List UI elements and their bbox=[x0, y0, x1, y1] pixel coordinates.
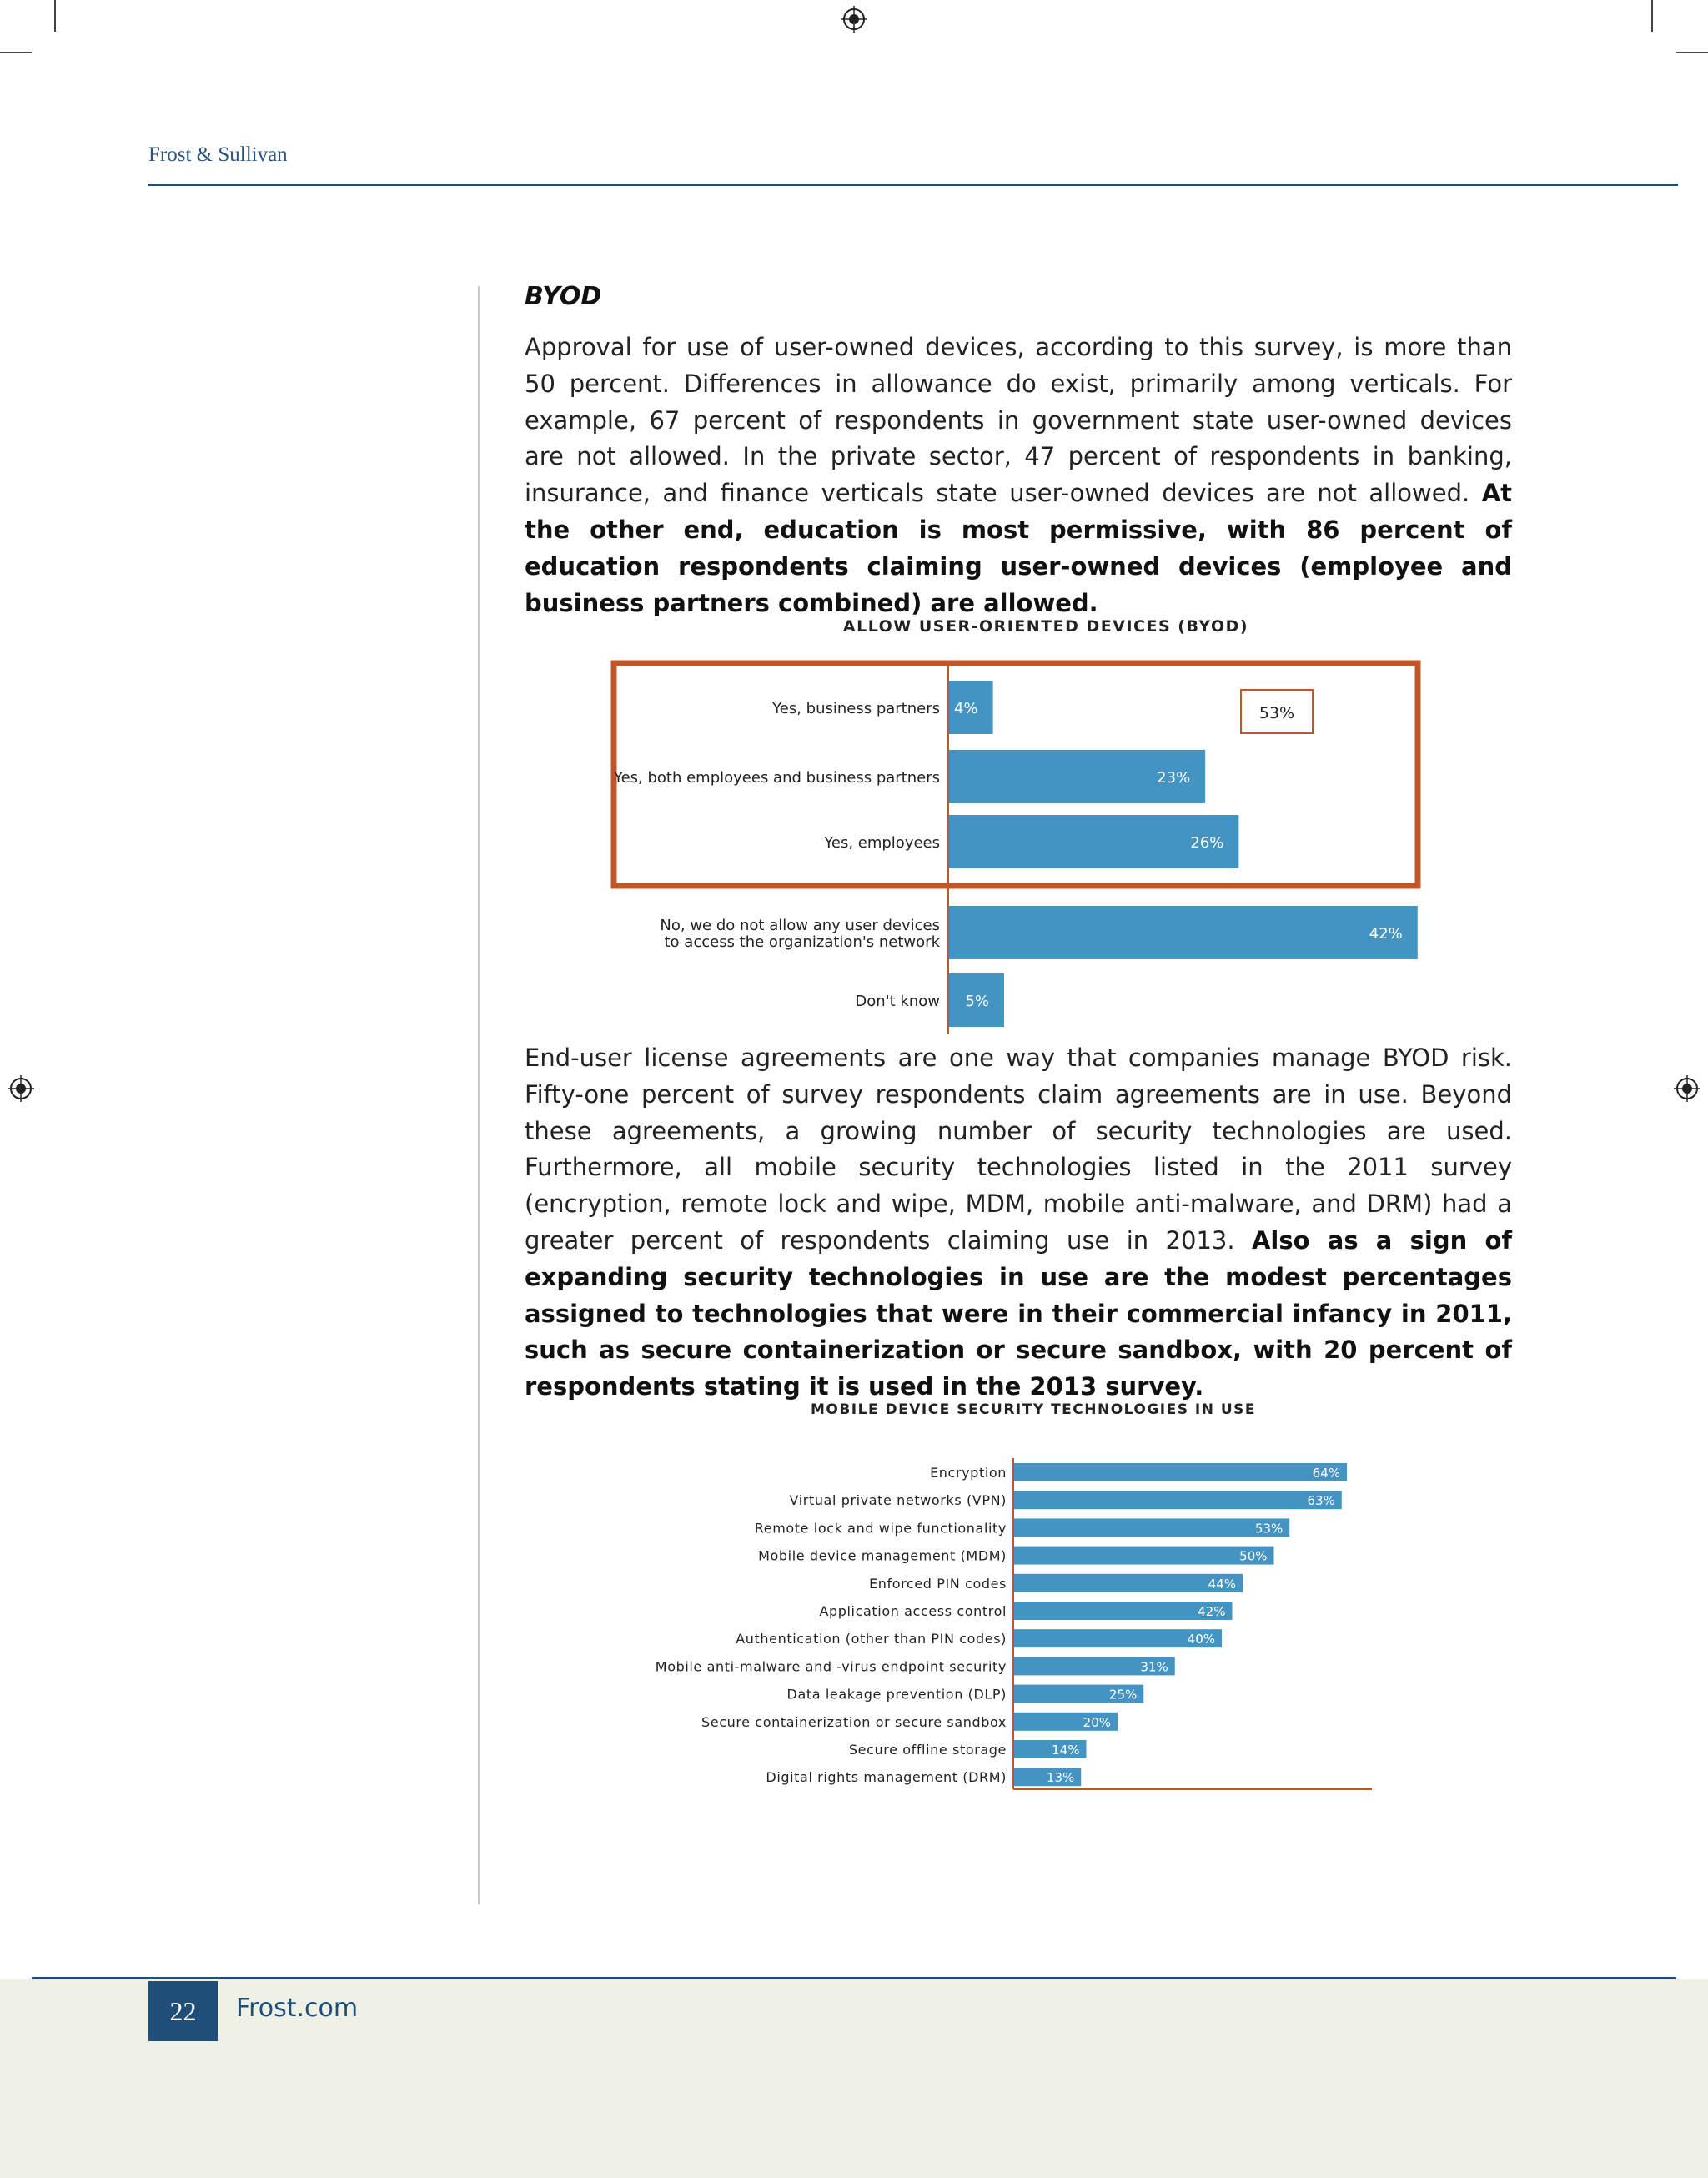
column-divider bbox=[478, 286, 480, 1904]
bar bbox=[1013, 1518, 1289, 1537]
category-label: Digital rights management (DRM) bbox=[766, 1769, 1007, 1786]
bar bbox=[1013, 1463, 1347, 1481]
bar-value-label: 44% bbox=[1208, 1576, 1236, 1592]
category-label: Yes, employees bbox=[824, 834, 940, 852]
crop-mark bbox=[54, 0, 56, 32]
bar-value-label: 50% bbox=[1239, 1548, 1268, 1564]
bar-value-label: 14% bbox=[1052, 1743, 1080, 1758]
registration-mark-icon bbox=[1674, 1075, 1700, 1102]
bar-value-label: 26% bbox=[1190, 834, 1224, 852]
paragraph-1 bbox=[525, 329, 1512, 621]
bar-value-label: 23% bbox=[1157, 769, 1191, 787]
registration-mark-icon bbox=[8, 1075, 34, 1102]
bar bbox=[1013, 1491, 1342, 1509]
footer-rule bbox=[32, 1977, 1676, 1979]
category-label: Virtual private networks (VPN) bbox=[789, 1492, 1007, 1509]
bar-value-label: 64% bbox=[1312, 1466, 1340, 1481]
registration-mark-icon bbox=[841, 6, 867, 33]
bar-value-label: 25% bbox=[1108, 1687, 1138, 1703]
footer-site-link[interactable]: Frost.com bbox=[236, 1994, 359, 2023]
paragraph-2-text: End-user license agreements are one way that companies manage BYOD risk. Fifty-one percent of survey respondents claim agreements are in use. Beyond these agreements, a growing number of security technologies are used. Furthermore, all mobile security technologies listed in the 2011 survey (encryption, remote lock and wipe, MDM, mobile anti-malware, and DRM) had a greater percent of respondents claiming use in 2013. bbox=[525, 1044, 1512, 1255]
category-label: Don't know bbox=[855, 993, 940, 1010]
category-label: Authentication (other than PIN codes) bbox=[736, 1631, 1007, 1647]
category-label: Secure containerization or secure sandbox bbox=[701, 1713, 1007, 1730]
bar bbox=[1013, 1547, 1274, 1565]
category-label: Encryption bbox=[930, 1465, 1007, 1481]
bar-value-label: 42% bbox=[1198, 1604, 1226, 1619]
bar-value-label: 40% bbox=[1187, 1632, 1215, 1647]
bar-value-label: 5% bbox=[965, 993, 989, 1010]
paragraph-1-text: Approval for use of user-owned devices, according to this survey, is more than 50 percent. Differences in allowance do exist, primarily among verticals. For example, 67 percent of respondents in government state user-owned devices are not allowed. In the private sector, 47 percent of respondents in banking, insurance, and finance verticals state user-owned devices are not allowed. bbox=[525, 333, 1512, 508]
bar-value-label: 42% bbox=[1369, 925, 1403, 943]
category-label: Mobile device management (MDM) bbox=[758, 1547, 1007, 1564]
bar-value-label: 53% bbox=[1254, 1521, 1284, 1537]
category-label: No, we do not allow any user devices bbox=[660, 917, 940, 934]
category-label: Secure offline storage bbox=[848, 1742, 1007, 1758]
category-label: Yes, both employees and business partners bbox=[613, 769, 940, 787]
category-label: to access the organization's network bbox=[664, 933, 940, 951]
header-rule bbox=[148, 184, 1678, 186]
annotation-total: 53% bbox=[1258, 704, 1295, 722]
bar-value-label: 20% bbox=[1083, 1714, 1111, 1730]
byod-chart bbox=[600, 655, 1434, 1034]
category-label: Enforced PIN codes bbox=[869, 1575, 1007, 1592]
bar bbox=[948, 906, 1418, 959]
crop-mark bbox=[1676, 52, 1708, 53]
chart-2-title: MOBILE DEVICE SECURITY TECHNOLOGIES IN USE bbox=[810, 1401, 1257, 1418]
bar-value-label: 63% bbox=[1307, 1493, 1335, 1509]
bar-value-label: 13% bbox=[1046, 1770, 1075, 1786]
bar-value-label: 4% bbox=[954, 700, 978, 717]
section-heading: BYOD bbox=[525, 282, 602, 311]
bar-value-label: 31% bbox=[1140, 1659, 1168, 1675]
category-label: Mobile anti-malware and -virus endpoint security bbox=[655, 1658, 1007, 1675]
security-tech-chart bbox=[634, 1451, 1426, 1793]
paragraph-2-bold: Also as a sign of expanding security technologies in use are the modest percentages assigned to technologies that were in their commercial infancy in 2011, such as secure containerization or secure sandbox, with 20 percent of respondents stating it is used in the 2013 survey. bbox=[525, 1225, 1512, 1401]
crop-mark bbox=[1651, 0, 1653, 32]
category-label: Remote lock and wipe functionality bbox=[754, 1520, 1007, 1537]
crop-mark bbox=[0, 52, 32, 53]
header-source: Frost & Sullivan bbox=[148, 143, 288, 166]
paragraph-2 bbox=[525, 1040, 1512, 1406]
page-number: 22 bbox=[148, 1981, 218, 2041]
category-label: Yes, business partners bbox=[772, 700, 940, 717]
chart-1-title: ALLOW USER-ORIENTED DEVICES (BYOD) bbox=[842, 617, 1249, 636]
category-label: Application access control bbox=[819, 1603, 1007, 1619]
paragraph-1-bold: At the other end, education is most permissive, with 86 percent of education respondents claiming user-owned devices (employee and business partners combined) are allowed. bbox=[525, 479, 1513, 617]
category-label: Data leakage prevention (DLP) bbox=[786, 1686, 1007, 1703]
